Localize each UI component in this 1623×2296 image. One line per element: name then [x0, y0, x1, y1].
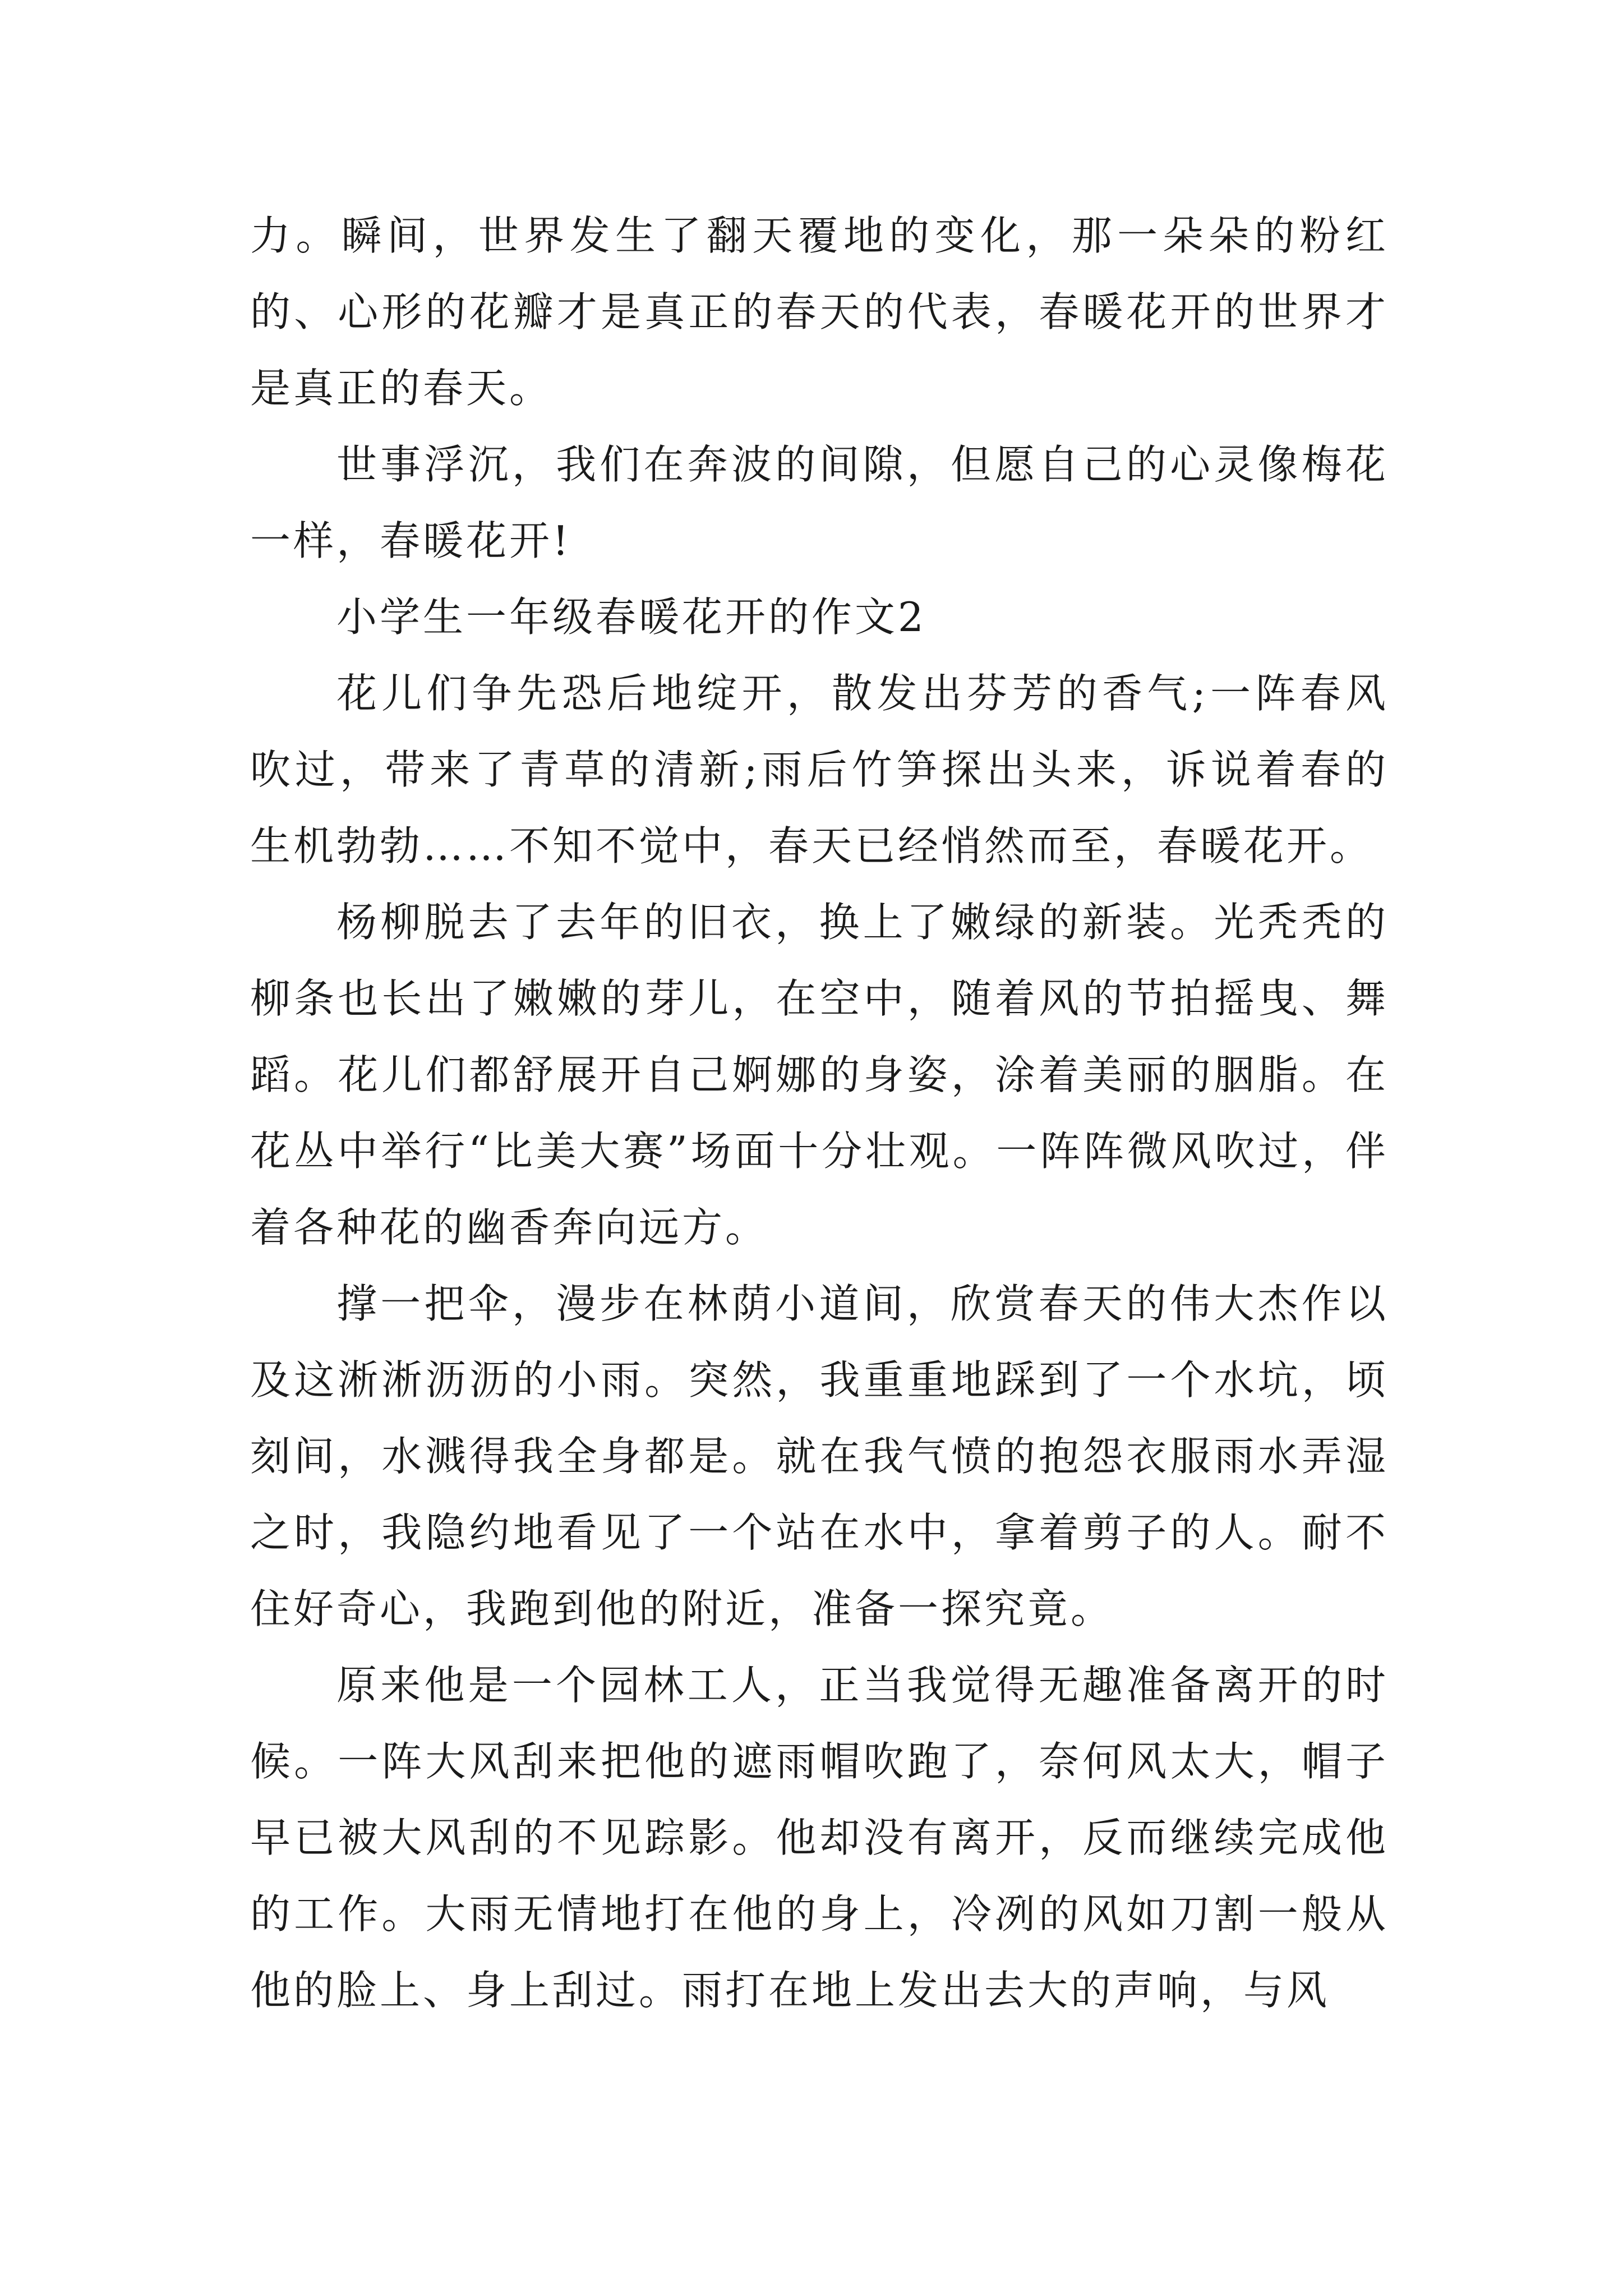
article-body — [250, 197, 1389, 2028]
paragraph-1: 力。瞬间，世界发生了翻天覆地的变化，那一朵朵的粉红的、心形的花瓣才是真正的春天的代表，春暖花开的世界才是真正的春天。 — [250, 212, 1389, 412]
paragraph-2: 世事浮沉，我们在奔波的间隙，但愿自己的心灵像梅花一样，春暖花开! — [250, 441, 1389, 564]
article-title: 小学生一年级春暖花开的作文2 — [336, 593, 926, 641]
paragraph-4: 杨柳脱去了去年的旧衣，换上了嫩绿的新装。光秃秃的柳条也长出了嫩嫩的芽儿，在空中，随着风的节拍摇曳、舞蹈。花儿们都舒展开自己婀娜的身姿，涂着美丽的胭脂。在花丛中举行“比美大赛”场面十分壮观。一阵阵微风吹过，伴着各种花的幽香奔向远方。 — [250, 899, 1389, 1251]
paragraph-5: 撑一把伞，漫步在林荫小道间，欣赏春天的伟大杰作以及这淅淅沥沥的小雨。突然，我重重地踩到了一个水坑，顷刻间，水溅得我全身都是。就在我气愤的抱怨衣服雨水弄湿之时，我隐约地看见了一个站在水中，拿着剪子的人。耐不住好奇心，我跑到他的附近，准备一探究竟。 — [250, 1280, 1389, 1632]
paragraph-6: 原来他是一个园林工人，正当我觉得无趣准备离开的时候。一阵大风刮来把他的遮雨帽吹跑了，奈何风太大，帽子早已被大风刮的不见踪影。他却没有离开，反而继续完成他的工作。大雨无情地打在他的身上，冷冽的风如刀割一般从他的脸上、身上刮过。雨打在地上发出去大的声响，与风 — [250, 1662, 1389, 2014]
paragraph-3: 花儿们争先恐后地绽开，散发出芬芳的香气;一阵春风吹过，带来了青草的清新;雨后竹笋探出头来，诉说着春的生机勃勃……不知不觉中，春天已经悄然而至，春暖花开。 — [250, 670, 1389, 869]
